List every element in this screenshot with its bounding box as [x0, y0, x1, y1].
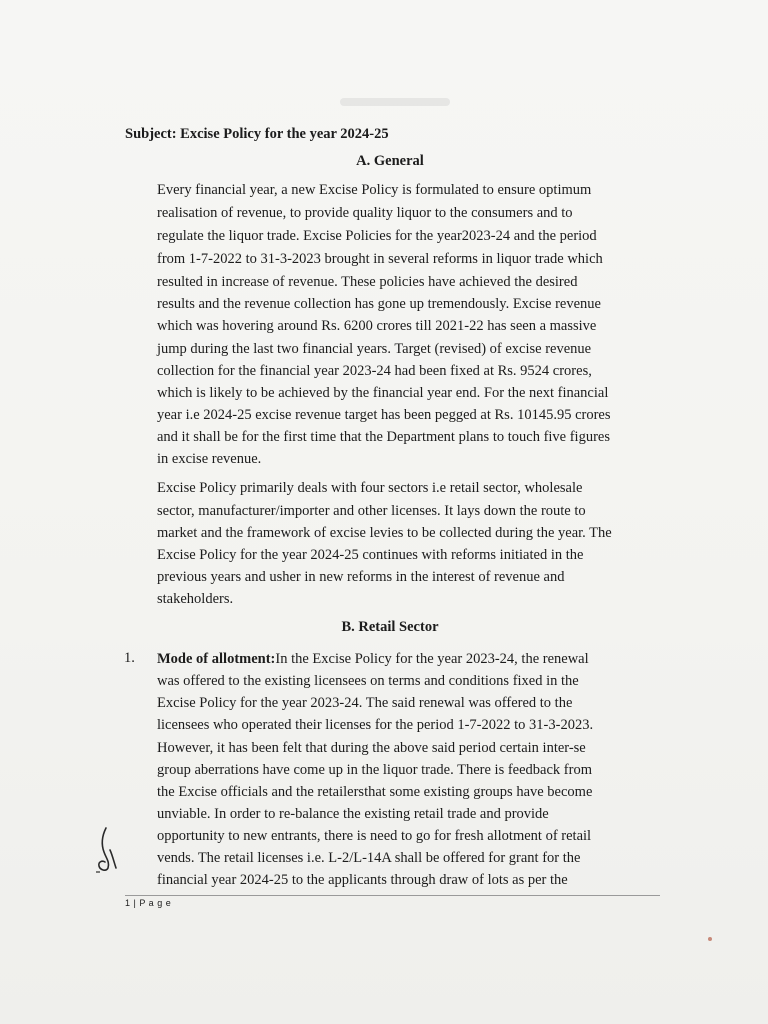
text-line: previous years and usher in new reforms in the interest of revenue and [157, 569, 565, 585]
section-a-heading: A. General [356, 153, 424, 169]
handwritten-signature [92, 822, 122, 876]
text-line: Every financial year, a new Excise Policy is formulated to ensure optimum [157, 182, 592, 198]
text-line: Excise Policy primarily deals with four sectors i.e retail sector, wholesale [157, 480, 583, 496]
text-line: collection for the financial year 2023-24 had been fixed at Rs. 9524 crores, [157, 363, 592, 379]
text-line: results and the revenue collection has gone up tremendously. Excise revenue [157, 296, 601, 312]
text-line: sector, manufacturer/importer and other licenses. It lays down the route to [157, 503, 586, 519]
text-line: resulted in increase of revenue. These policies have achieved the desired [157, 274, 578, 290]
text-line: in excise revenue. [157, 451, 262, 467]
faint-stamp-mark [340, 98, 450, 106]
text-line: licensees who operated their licenses for the period 1-7-2022 to 31-3-2023. [157, 717, 594, 733]
text-line: However, it has been felt that during the above said period certain inter-se [157, 740, 586, 756]
item-first-line-text: In the Excise Policy for the year 2023-24, the renewal [275, 651, 589, 667]
text-line: regulate the liquor trade. Excise Policies for the year2023-24 and the period [157, 228, 597, 244]
text-line: Excise Policy for the year 2023-24. The said renewal was offered to the [157, 695, 573, 711]
text-line: jump during the last two financial years. Target (revised) of excise revenue [157, 341, 592, 357]
text-line: which was hovering around Rs. 6200 crores till 2021-22 has seen a massive [157, 318, 597, 334]
item-number: 1. [124, 650, 135, 666]
footer-rule [125, 895, 660, 896]
section-b-heading: B. Retail Sector [341, 619, 439, 635]
text-line: and it shall be for the first time that the Department plans to touch five figures [157, 429, 610, 445]
text-line: unviable. In order to re-balance the existing retail trade and provide [157, 806, 549, 822]
text-line: which is likely to be achieved by the financial year end. For the next financial [157, 385, 609, 401]
ink-speck [708, 937, 712, 941]
text-line [157, 650, 589, 668]
text-line: year i.e 2024-25 excise revenue target has been pegged at Rs. 10145.95 crores [157, 407, 611, 423]
text-line: stakeholders. [157, 591, 234, 607]
text-line: financial year 2024-25 to the applicants through draw of lots as per the [157, 872, 568, 888]
text-line: vends. The retail licenses i.e. L-2/L-14A shall be offered for grant for the [157, 850, 581, 866]
text-line: group aberrations have come up in the liquor trade. There is feedback from [157, 762, 592, 778]
item-title: Mode of allotment: [157, 651, 276, 667]
text-line: market and the framework of excise levies to be collected during the year. The [157, 525, 612, 541]
text-line: realisation of revenue, to provide quality liquor to the consumers and to [157, 205, 573, 221]
page-number-footer: 1 | P a g e [125, 898, 172, 908]
text-line: the Excise officials and the retailersthat some existing groups have become [157, 784, 593, 800]
text-line: Excise Policy for the year 2024-25 continues with reforms initiated in the [157, 547, 584, 563]
subject-line: Subject: Excise Policy for the year 2024-25 [125, 126, 389, 142]
text-line: from 1-7-2022 to 31-3-2023 brought in several reforms in liquor trade which [157, 251, 603, 267]
text-line: opportunity to new entrants, there is need to go for fresh allotment of retail [157, 828, 592, 844]
text-line: was offered to the existing licensees on terms and conditions fixed in the [157, 673, 579, 689]
